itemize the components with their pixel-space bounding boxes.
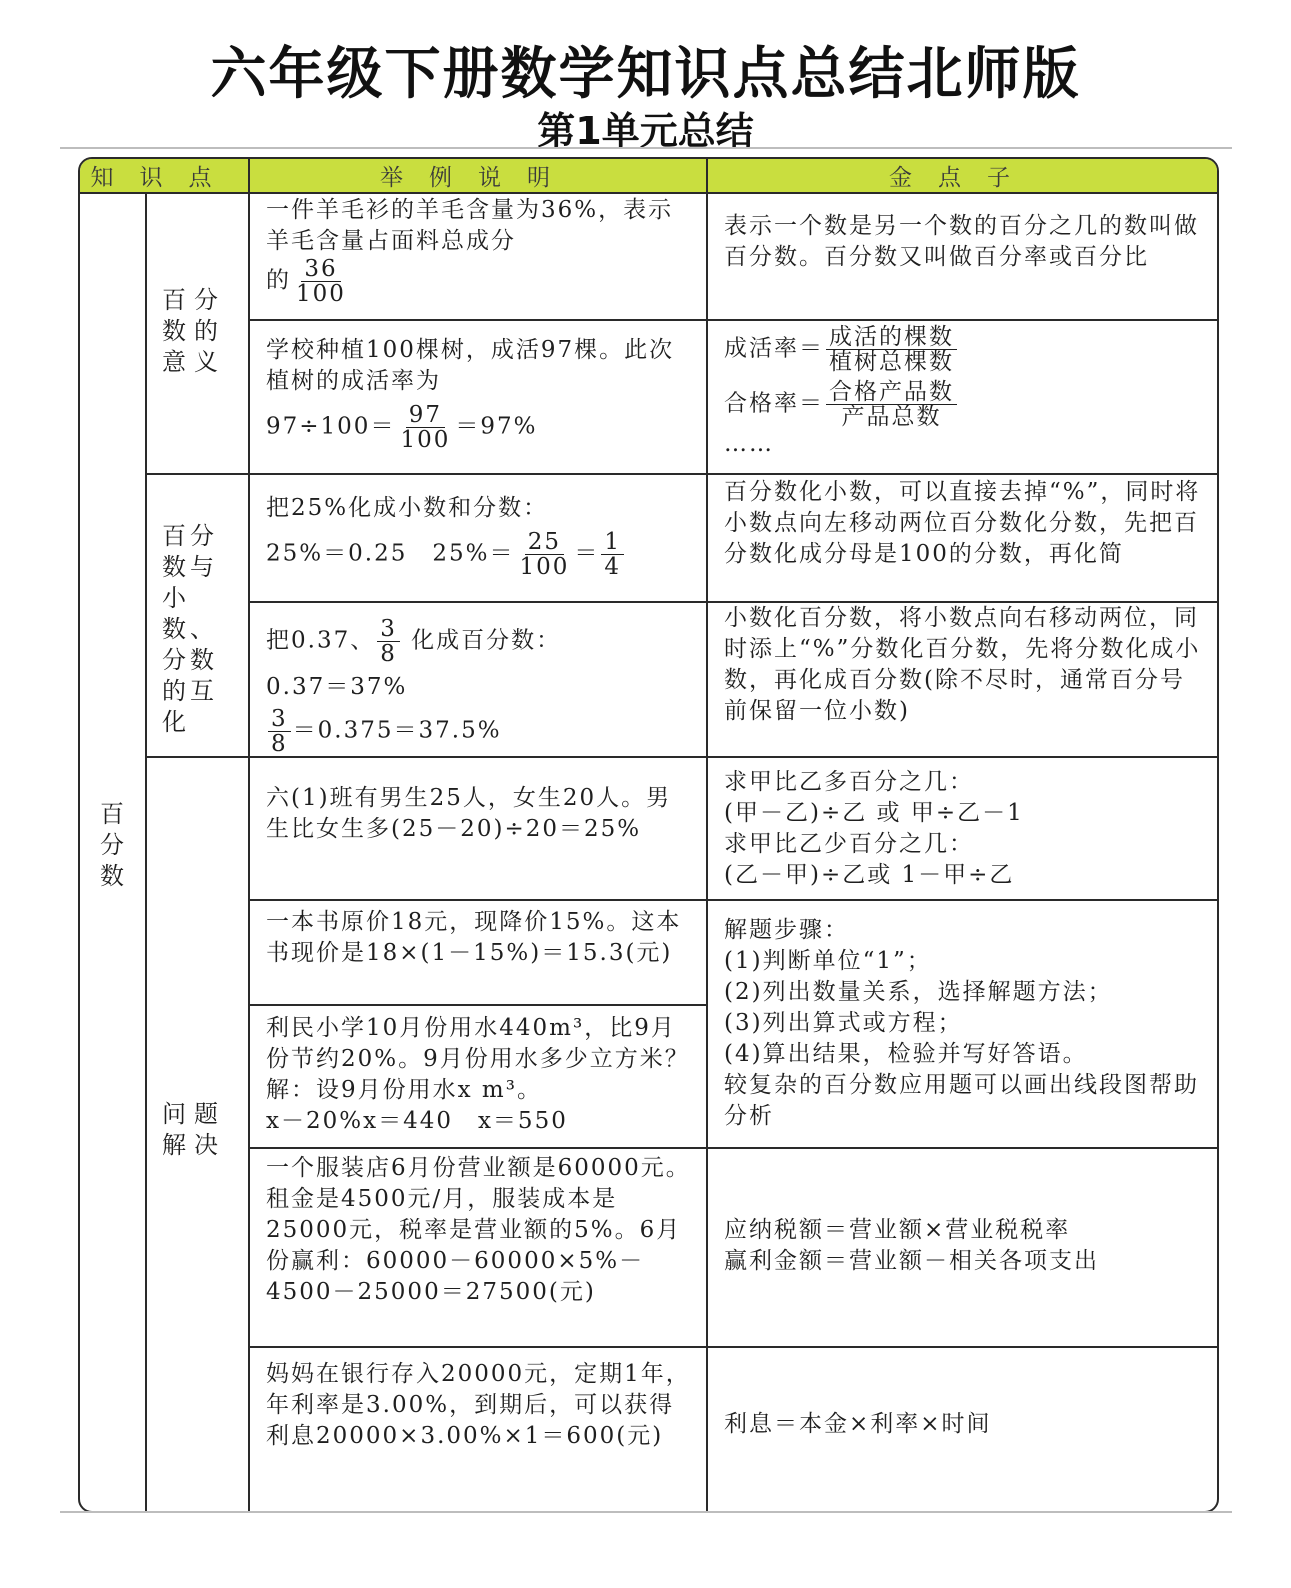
- section-divider: [145, 756, 1217, 758]
- example-text: 的: [266, 267, 291, 294]
- tip-cell: [724, 477, 1204, 570]
- header-examples: 举例说明: [250, 159, 706, 194]
- row-divider: [248, 319, 1217, 321]
- example-text: 学校种植100棵树，成活97棵。此次植树的成活率为: [266, 337, 675, 394]
- example-cell: [266, 195, 694, 306]
- tip-text: 小数化百分数，将小数点向右移动两位，同时添上“%”分数化百分数，先将分数化成小数，再化成百分数(除不尽时，通常百分号前保留一位小数): [724, 605, 1201, 724]
- fraction: $\frac{3}{8}$: [268, 707, 291, 756]
- tip-text: 表示一个数是另一个数的百分之几的数叫做百分数。百分数又叫做百分率或百分比: [724, 213, 1199, 270]
- tip-cell: 求甲比乙多百分之几： (甲－乙)÷乙 或 甲÷乙－1 求甲比乙少百分之几： (乙－甲)÷乙或 1－甲÷乙: [724, 769, 1024, 888]
- bottom-divider: [60, 1511, 1232, 1513]
- page-title: 六年级下册数学知识点总结北师版: [210, 42, 1081, 107]
- example-text: 六(1)班有男生25人，女生20人。男生比女生多(25－20)÷20＝25%: [266, 785, 672, 842]
- example-cell: 学校种植100棵树，成活97棵。此次植树的成活率为 97÷100＝ $\frac{97}{100}$ ＝97%: [266, 335, 694, 452]
- header-knowledge: 知识点: [80, 159, 248, 194]
- fraction: $\frac{\text{合格产品数}}{\text{产品总数}}$: [826, 380, 957, 429]
- col-divider: [145, 192, 147, 1511]
- tip-cell: [724, 211, 1204, 273]
- section-label-meaning: 百分数的意义: [162, 286, 226, 376]
- example-text: 一个服装店6月份营业额是60000元。租金是4500元/月，服装成本是25000元，税率是营业额的5%。6月份赢利：60000－60000×5%－4500－25000＝27500(元): [266, 1155, 691, 1305]
- example-cell: 把25%化成小数和分数： 25%＝0.25 25%＝ $\frac{25}{100}$ ＝ $\frac{1}{4}$: [266, 493, 694, 579]
- example-cell: 把0.37、 $\frac{3}{8}$ 化成百分数： 0.37＝37% $\frac{3}{8}$ ＝0.375＝37.5%: [266, 616, 562, 757]
- section-label-conversion: 百分数与小数、分数的互化: [162, 522, 218, 736]
- example-text: 利民小学10月份用水440m³，比9月份节约20%。9月份用水多少立方米？解：设9月份用水x m³。: [266, 1015, 690, 1103]
- top-divider: [60, 147, 1232, 149]
- example-cell: [266, 783, 694, 845]
- fraction: $\frac{25}{100}$: [519, 529, 570, 580]
- row-divider: [248, 1147, 1217, 1149]
- tip-cell: 应纳税额＝营业额×营业税税率 赢利金额＝营业额－相关各项支出: [724, 1217, 1099, 1274]
- example-text: 把25%化成小数和分数：: [266, 495, 549, 521]
- example-cell: [266, 1359, 694, 1452]
- page-subtitle: 第1单元总结: [537, 109, 754, 153]
- tip-cell: 解题步骤： (1)判断单位“1”； (2)列出数量关系，选择解题方法； (3)列出算式或方程； (4)算出结果，检验并写好答语。 较复杂的百分数应用题可以画出线段图帮助分析: [724, 917, 1199, 1129]
- col-divider: [248, 159, 250, 1511]
- example-text: 一件羊毛衫的羊毛含量为36%，表示羊毛含量占面料总成分: [266, 197, 674, 254]
- col-divider: [706, 159, 708, 1511]
- tip-cell: [724, 1409, 1204, 1440]
- tip-text: 百分数化小数，可以直接去掉“%”，同时将小数点向左移动两位百分数化分数，先把百分数化成分母是100的分数，再化简: [724, 479, 1201, 567]
- summary-table: [78, 157, 1219, 1513]
- fraction: $\frac{\text{成活的棵数}}{\text{植树总棵数}}$: [826, 325, 957, 374]
- tip-cell: 成活率＝ $\frac{\text{成活的棵数}}{\text{植树总棵数}}$ 合格率＝ $\frac{\text{合格产品数}}{\text{产品总数}}$ ……: [724, 325, 1204, 460]
- section-divider: [145, 473, 1217, 475]
- example-cell: [266, 907, 694, 969]
- example-text: 妈妈在银行存入20000元，定期1年，年利率是3.00%，到期后，可以获得利息20000×3.00%×1＝600(元): [266, 1361, 691, 1449]
- fraction: $\frac{3}{8}$: [377, 617, 400, 666]
- example-cell: [266, 1153, 694, 1308]
- tip-text: 利息＝本金×利率×时间: [724, 1411, 992, 1437]
- header-tips: 金点子: [708, 159, 1217, 194]
- example-cell: 利民小学10月份用水440m³，比9月份节约20%。9月份用水多少立方米？解：设9月份用水x m³。 x－20%x＝440 x＝550: [266, 1013, 694, 1137]
- fraction: $\frac{36}{100}$: [296, 256, 346, 307]
- tip-cell: [724, 603, 1204, 727]
- row-divider: [248, 899, 1217, 901]
- section-label-problems: 问题解决: [162, 1100, 226, 1159]
- topic-label: 百分数: [100, 800, 126, 890]
- row-divider: [248, 1004, 708, 1006]
- example-text: 一本书原价18元，现降价15%。这本书现价是18×(1－15%)＝15.3(元): [266, 909, 682, 966]
- row-divider: [248, 1346, 1217, 1348]
- fraction: $\frac{97}{100}$: [400, 402, 451, 453]
- fraction: $\frac{1}{4}$: [601, 530, 624, 579]
